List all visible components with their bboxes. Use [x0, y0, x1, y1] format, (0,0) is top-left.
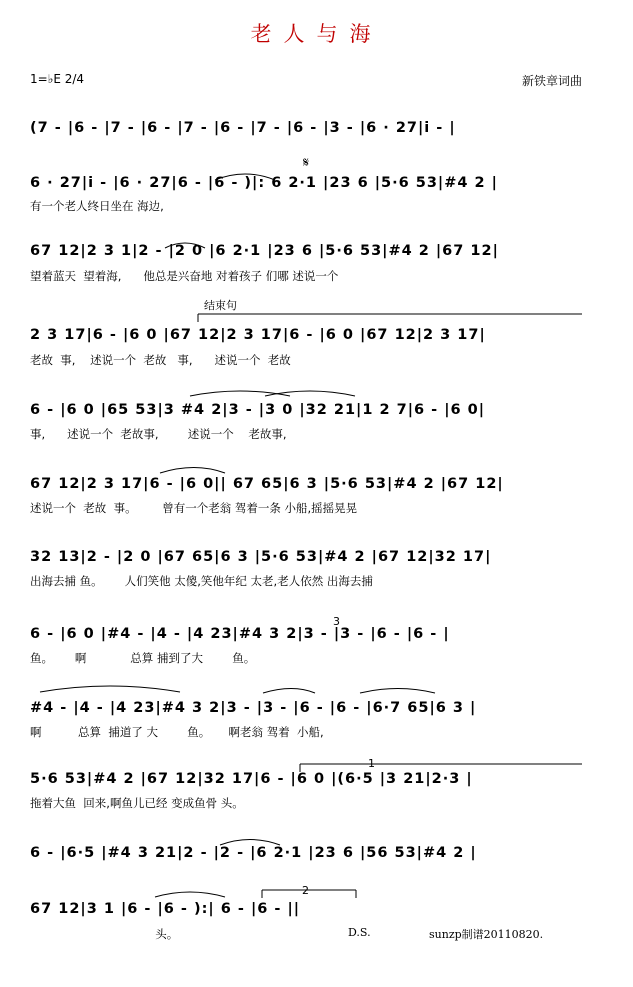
transcriber-credit: sunzp制谱20110820.: [429, 928, 544, 941]
notation-line: #4 - |4 - |4 23|#4 3 2|3 - |3 - |6 - |6 - |6·7 65|6 3 |: [30, 700, 477, 716]
lyric-line: 有一个老人终日坐在 海边,: [30, 199, 164, 213]
lyric-line: 头。: [20, 927, 179, 941]
slur-mark: [40, 686, 180, 692]
lyric-line: 鱼。 啊 总算 捕到了大 鱼。: [30, 651, 256, 665]
notation-line: 67 12|2 3 17|6 - |6 0|| 67 65|6 3 |5·6 53|#4 2 |67 12|: [30, 476, 504, 492]
notation-line: 67 12|3 1 |6 - |6 - ):| 6 - |6 - ||: [30, 901, 301, 917]
lyric-line: 拖着大鱼 回来,啊鱼儿已经 变成鱼骨 头。: [30, 796, 244, 810]
notation-line: (7 - |6 - |7 - |6 - |7 - |6 - |7 - |6 - |3 - |6 · 27|i - |: [30, 120, 456, 136]
song-title: 老人与海: [250, 22, 383, 46]
slur-mark: [190, 391, 290, 396]
notation-line: 32 13|2 - |2 0 |67 65|6 3 |5·6 53|#4 2 |67 12|32 17|: [30, 549, 492, 565]
notation-line: 2 3 17|6 - |6 0 |67 12|2 3 17|6 - |6 0 |67 12|2 3 17|: [30, 327, 486, 343]
notation-line: 67 12|2 3 1|2 - |2 0 |6 2·1 |23 6 |5·6 53|#4 2 |67 12|: [30, 243, 499, 259]
volta-1-label: 1: [368, 757, 375, 770]
segno-sign: 𝄋: [303, 155, 310, 171]
lyric-line: 述说一个 老故 事。 曾有一个老翁 驾着一条 小船,摇摇晃晃: [30, 501, 358, 515]
lyric-line: 望着蓝天 望着海, 他总是兴奋地 对着孩子 们哪 述说一个: [30, 269, 339, 283]
notation-line: 6 · 27|i - |6 · 27|6 - |6 - )|: 6 2·1 |23 6 |5·6 53|#4 2 |: [30, 175, 498, 191]
lyric-line: 啊 总算 捕道了 大 鱼。 啊老翁 驾着 小船,: [30, 725, 324, 739]
notation-line: 6 - |6 0 |65 53|3 #4 2|3 - |3 0 |32 21|1 2 7|6 - |6 0|: [30, 402, 486, 418]
slur-mark: [160, 468, 225, 474]
lyric-line: 出海去捕 鱼。 人们笑他 太傻,笑他年纪 太老,老人依然 出海去捕: [30, 574, 373, 588]
volta-2-label: 2: [302, 884, 309, 897]
triplet-mark: 3: [333, 615, 340, 628]
author-credit: 新铁章词曲: [522, 74, 583, 88]
slur-mark: [360, 689, 435, 694]
notation-line: 6 - |6·5 |#4 3 21|2 - |2 - |6 2·1 |23 6 |56 53|#4 2 |: [30, 845, 477, 861]
slur-mark: [265, 391, 355, 396]
notation-line: 5·6 53|#4 2 |67 12|32 17|6 - |6 0 |(6·5 |3 21|2·3 |: [30, 771, 473, 787]
slur-mark: [263, 689, 315, 694]
ending-phrase-label: 结束句: [204, 299, 237, 312]
key-signature: 1=♭E 2/4: [30, 72, 85, 86]
slur-mark: [155, 892, 225, 897]
notation-line: 6 - |6 0 |#4 - |4 - |4 23|#4 3 2|3 - |3 - |6 - |6 - |: [30, 626, 450, 642]
lyric-line: 事, 述说一个 老故事, 述说一个 老故事,: [30, 427, 287, 441]
ds-mark: D.S.: [348, 926, 371, 939]
lyric-line: 老故 事, 述说一个 老故 事, 述说一个 老故: [30, 353, 291, 367]
